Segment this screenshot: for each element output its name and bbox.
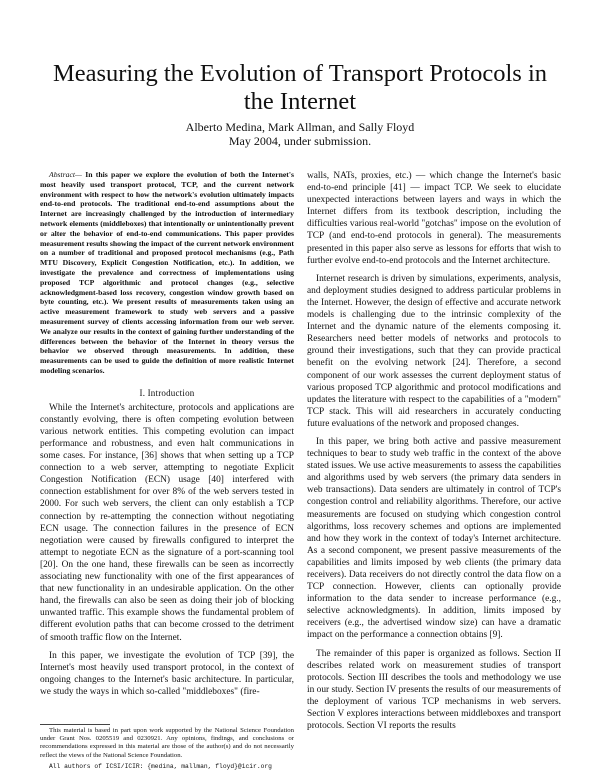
section-heading-introduction: I. Introduction xyxy=(139,387,195,398)
right-column xyxy=(307,170,561,738)
intro-paragraph-2: In this paper, we investigate the evolution of TCP [39], the Internet's most heavily used transport protocol, in the context of ongoing changes to the Internet's basic architecture. In particular, we study the ways in which so-called "middleboxes" (fire- xyxy=(40,650,294,697)
paper-title: Measuring the Evolution of Transport Protocols in the Internet xyxy=(52,60,548,115)
intro-paragraph-5: The remainder of this paper is organized as follows. Section II describes related work on measurement studies of transport protocols. Section III describes the tools and methodology we use in our study. Section IV presents the results of our measurements of the deployment of various TCP mechanisms in web servers. Section V explores interactions between middleboxes and transport protocols. Section VI reports the results xyxy=(307,648,561,732)
paper-authors: Alberto Medina, Mark Allman, and Sally Floyd xyxy=(185,120,415,134)
intro-paragraph-2-continued: walls, NATs, proxies, etc.) — which change the Internet's basic end-to-end principle [41] — impact TCP. We seek to elucidate unexpected interactions between layers and ways in which the Internet differs from its textbook description, including the difficulties various real-world "gotchas" impose on the evolution of TCP (and end-to-end protocols in general). The measurements presented in this paper also serve as lessons for efforts that wish to further evolve end-to-end protocols and the Internet architecture. xyxy=(307,171,561,266)
footnotes xyxy=(40,724,294,774)
footnote-funding: This material is based in part upon work supported by the National Science Foundation under Grant Nos. 0205519 and 0230921. Any opinions, findings, and conclusions or recommendations expressed in this material are those of the author(s) and do not necessarily reflect the views of the National Science Foundation. xyxy=(40,727,294,759)
intro-paragraph-4: In this paper, we bring both active and passive measurement techniques to bear to study web traffic in the context of the above stated issues. We use active measurements to assess the capabilities and algorithms used by web servers (the primary data senders in web transactions). Data senders are ultimately in control of TCP's congestion control and reliability algorithms. Therefore, our active measurements are focused on studying which congestion control algorithms, loss recovery schemes and options are implemented and how they work in the context of today's Internet architecture. As a second component, we present passive measurements of the capabilities and limits imposed by web clients (the primary data receivers). Data receivers do not directly control the data flow on a TCP connection. However, clients can optionally provide information to the data sender to increase performance (e.g., selective acknowledgments). In addition, limits imposed by receivers (e.g., the advertised window size) can have a dramatic impact on the performance a connection obtains [9]. xyxy=(307,436,561,641)
abstract-lead: Abstract— xyxy=(49,170,82,179)
intro-paragraph-3: Internet research is driven by simulations, experiments, analysis, and deployment studies designed to address particular problems in the Internet. However, the design of effective and accurate network models is challenging due to the intrinsic complexity of the Internet and the dynamic nature of the elements composing it. Researchers need better models of networks and protocols to ground their investigations, such that they can provide practical benefit on the evolving network [24]. Therefore, a second component of our work assesses the current deployment status of various proposed TCP algorithmic and protocol modifications and updates the literature with respect to the capabilities of a "modern" TCP stack. This will aid researchers in accurately conducting future evaluations of the network and proposed changes. xyxy=(307,273,561,429)
abstract-text: In this paper we explore the evolution of both the Internet's most heavily used transport protocol, TCP, and the current network environment with respect to how the network's evolution ultimately impacts end-to-end protocols. The traditional end-to-end assumptions about the Internet are increasingly challenged by the introduction of intermediary network elements (middleboxes) that intentionally or unintentionally prevent or alter the behavior of end-to-end communications. This paper provides measurement results showing the impact of the current network environment on a number of traditional and proposed protocol mechanisms (e.g., Path MTU Discovery, Explicit Congestion Notification, etc.). In addition, we investigate the prevalence and correctness of implementations using proposed TCP algorithmic and protocol changes (e.g., selective acknowledgment-based loss recovery, congestion window growth based on byte counting, etc.). We present results of measurements taken using an active measurement framework to study web servers and a passive measurement survey of clients accessing information from our web server. We analyze our results in the context of gaining further understanding of the differences between the behavior of the Internet in theory versus the behavior we observed through measurements. In addition, these measurements can be used to guide the definition of more realistic Internet modeling scenarios. xyxy=(40,170,294,375)
footnote-affiliation: All authors of ICSI/ICIR: {medina, mallman, floyd}@icir.org xyxy=(49,762,272,770)
intro-paragraph-1: While the Internet's architecture, protocols and applications are constantly evolving, there is often competing evolution between various network entities. This competing evolution can impact performance and robustness, and even halt communications in some cases. For instance, [36] shows that when setting up a TCP connection to a web server, attempting to negotiate Explicit Congestion Notification (ECN) usage [40] interfered with connection establishment for over 8% of the web servers tested in 2000. For such web servers, the client can only establish a TCP connection by re-attempting the connection without negotiating ECN usage. The connection failures in the presence of ECN negotiation were caused by firewalls configured to interpret the attempt to negotiate ECN as the signature of a port-scanning tool [20]. On the one hand, these firewalls can be seen as incorrectly associating new functionality with one of the first appearances of that new functionality in an undesirable application. On the other hand, the firewalls can also be seen as doing their job of blocking unwanted traffic. This example shows the fundamental problem of different evolution paths that can become crossed to the detriment of smooth traffic flow on the Internet. xyxy=(40,402,294,643)
paper-date: May 2004, under submission. xyxy=(228,134,372,148)
abstract xyxy=(40,170,294,376)
footnote-rule xyxy=(40,724,110,725)
left-column xyxy=(40,170,294,704)
